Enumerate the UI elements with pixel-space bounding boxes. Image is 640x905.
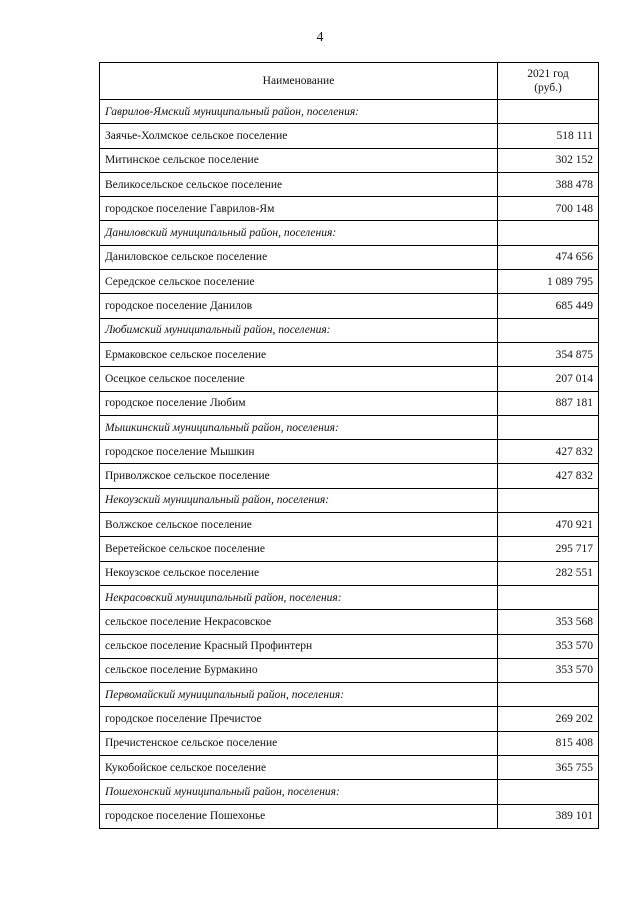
amount-cell: 887 181 [498, 391, 599, 415]
settlement-row [100, 270, 599, 294]
amount-cell [498, 100, 599, 124]
settlement-row [100, 197, 599, 221]
amount-cell [498, 415, 599, 439]
page-number: 4 [316, 30, 324, 45]
settlement-row [100, 731, 599, 755]
amount-cell: 365 755 [498, 756, 599, 780]
settlement-row [100, 391, 599, 415]
settlement-name-cell: городское поселение Гаврилов-Ям [100, 197, 498, 221]
district-name-cell: Некрасовский муниципальный район, поселения: [100, 585, 498, 609]
settlement-name-cell: Волжское сельское поселение [100, 513, 498, 537]
settlement-row [100, 245, 599, 269]
column-header-year-unit: (руб.) [534, 82, 562, 94]
settlement-row [100, 804, 599, 828]
district-group-row [100, 100, 599, 124]
column-header-year-label: 2021 год [527, 68, 569, 80]
settlement-row [100, 464, 599, 488]
settlement-name-cell: Ермаковское сельское поселение [100, 342, 498, 366]
district-name-cell: Любимский муниципальный район, поселения: [100, 318, 498, 342]
amount-cell [498, 488, 599, 512]
amount-cell: 389 101 [498, 804, 599, 828]
district-name-cell: Гаврилов-Ямский муниципальный район, поселения: [100, 100, 498, 124]
district-name-cell: Мышкинский муниципальный район, поселения: [100, 415, 498, 439]
amount-cell: 427 832 [498, 440, 599, 464]
amount-cell: 685 449 [498, 294, 599, 318]
amount-cell: 295 717 [498, 537, 599, 561]
amount-cell: 302 152 [498, 148, 599, 172]
district-name-cell: Даниловский муниципальный район, поселения: [100, 221, 498, 245]
district-group-row [100, 221, 599, 245]
table-body [100, 100, 599, 829]
settlement-row [100, 342, 599, 366]
amount-cell: 282 551 [498, 561, 599, 585]
amount-cell [498, 683, 599, 707]
settlement-row [100, 440, 599, 464]
settlement-row [100, 537, 599, 561]
settlement-name-cell: сельское поселение Некрасовское [100, 610, 498, 634]
column-header-name: Наименование [100, 63, 498, 100]
column-header-year [498, 63, 599, 100]
settlement-name-cell: городское поселение Мышкин [100, 440, 498, 464]
settlement-name-cell: городское поселение Данилов [100, 294, 498, 318]
settlement-name-cell: городское поселение Пошехонье [100, 804, 498, 828]
settlement-name-cell: Пречистенское сельское поселение [100, 731, 498, 755]
settlement-name-cell: городское поселение Пречистое [100, 707, 498, 731]
amount-cell: 269 202 [498, 707, 599, 731]
amount-cell: 353 570 [498, 658, 599, 682]
district-group-row [100, 683, 599, 707]
amount-cell: 353 568 [498, 610, 599, 634]
settlement-row [100, 658, 599, 682]
amount-cell [498, 318, 599, 342]
settlement-row [100, 172, 599, 196]
settlement-row [100, 294, 599, 318]
settlement-name-cell: Заячье-Холмское сельское поселение [100, 124, 498, 148]
settlement-name-cell: Середское сельское поселение [100, 270, 498, 294]
settlement-row [100, 367, 599, 391]
district-group-row [100, 585, 599, 609]
settlement-row [100, 756, 599, 780]
settlement-name-cell: Кукобойское сельское поселение [100, 756, 498, 780]
amount-cell: 518 111 [498, 124, 599, 148]
amount-cell: 470 921 [498, 513, 599, 537]
settlement-row [100, 610, 599, 634]
table-header-row [100, 63, 599, 100]
settlement-name-cell: городское поселение Любим [100, 391, 498, 415]
settlement-name-cell: Великосельское сельское поселение [100, 172, 498, 196]
district-group-row [100, 318, 599, 342]
district-name-cell: Некоузский муниципальный район, поселения: [100, 488, 498, 512]
settlement-name-cell: Митинское сельское поселение [100, 148, 498, 172]
amount-cell [498, 780, 599, 804]
amount-cell: 1 089 795 [498, 270, 599, 294]
settlement-name-cell: сельское поселение Красный Профинтерн [100, 634, 498, 658]
district-group-row [100, 780, 599, 804]
amount-cell: 388 478 [498, 172, 599, 196]
settlement-row [100, 148, 599, 172]
settlement-name-cell: Осецкое сельское поселение [100, 367, 498, 391]
amount-cell: 427 832 [498, 464, 599, 488]
district-group-row [100, 415, 599, 439]
settlement-name-cell: Даниловское сельское поселение [100, 245, 498, 269]
amount-cell: 815 408 [498, 731, 599, 755]
settlement-row [100, 513, 599, 537]
amount-cell [498, 585, 599, 609]
allocation-table [99, 62, 599, 829]
settlement-name-cell: сельское поселение Бурмакино [100, 658, 498, 682]
amount-cell [498, 221, 599, 245]
settlement-row [100, 561, 599, 585]
amount-cell: 207 014 [498, 367, 599, 391]
amount-cell: 353 570 [498, 634, 599, 658]
district-name-cell: Первомайский муниципальный район, поселения: [100, 683, 498, 707]
settlement-row [100, 124, 599, 148]
settlement-name-cell: Веретейское сельское поселение [100, 537, 498, 561]
district-name-cell: Пошехонский муниципальный район, поселения: [100, 780, 498, 804]
settlement-name-cell: Приволжское сельское поселение [100, 464, 498, 488]
settlement-row [100, 634, 599, 658]
settlement-row [100, 707, 599, 731]
amount-cell: 474 656 [498, 245, 599, 269]
amount-cell: 354 875 [498, 342, 599, 366]
settlement-name-cell: Некоузское сельское поселение [100, 561, 498, 585]
district-group-row [100, 488, 599, 512]
amount-cell: 700 148 [498, 197, 599, 221]
